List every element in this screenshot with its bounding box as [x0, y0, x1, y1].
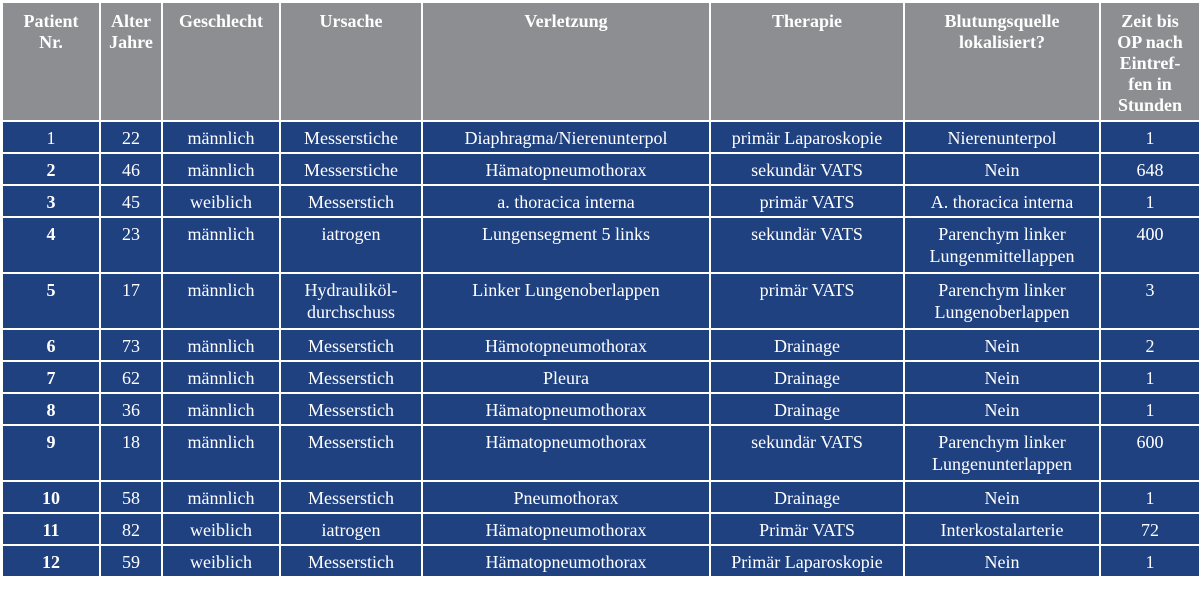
blutungsquelle-cell: Parenchym linker Lungenmittellappen: [904, 217, 1100, 273]
header-zeit-bis-op: Zeit bis OP nach Eintref- fen in Stunden: [1100, 2, 1200, 121]
verletzung-cell: Hämatopneumothorax: [422, 545, 710, 577]
header-geschlecht: Geschlecht: [162, 2, 280, 121]
ursache-cell: Messerstiche: [280, 153, 422, 185]
alter-cell: 62: [100, 361, 162, 393]
zeit-bis-op-cell: 72: [1100, 513, 1200, 545]
patient-nr-cell: 8: [2, 393, 100, 425]
blutungsquelle-cell: Nein: [904, 393, 1100, 425]
therapie-cell: Drainage: [710, 361, 904, 393]
alter-cell: 45: [100, 185, 162, 217]
geschlecht-cell: männlich: [162, 153, 280, 185]
therapie-cell: primär Laparoskopie: [710, 121, 904, 153]
verletzung-cell: Hämatopneumothorax: [422, 425, 710, 481]
blutungsquelle-cell: Interkostalarterie: [904, 513, 1100, 545]
zeit-bis-op-cell: 400: [1100, 217, 1200, 273]
blutungsquelle-cell: A. thoracica interna: [904, 185, 1100, 217]
therapie-cell: Drainage: [710, 329, 904, 361]
therapie-cell: Primär VATS: [710, 513, 904, 545]
patient-nr-cell: 10: [2, 481, 100, 513]
zeit-bis-op-cell: 1: [1100, 545, 1200, 577]
geschlecht-cell: männlich: [162, 121, 280, 153]
table-row: [2, 329, 1200, 361]
alter-cell: 17: [100, 273, 162, 329]
patient-nr-cell: 11: [2, 513, 100, 545]
zeit-bis-op-cell: 648: [1100, 153, 1200, 185]
table-row: [2, 185, 1200, 217]
patient-nr-cell: 4: [2, 217, 100, 273]
table-row: [2, 361, 1200, 393]
header-patient-nr: Patient Nr.: [2, 2, 100, 121]
verletzung-cell: Pneumothorax: [422, 481, 710, 513]
therapie-cell: Primär Laparoskopie: [710, 545, 904, 577]
geschlecht-cell: weiblich: [162, 545, 280, 577]
blutungsquelle-cell: Nein: [904, 545, 1100, 577]
geschlecht-cell: männlich: [162, 425, 280, 481]
verletzung-cell: Pleura: [422, 361, 710, 393]
zeit-bis-op-cell: 1: [1100, 121, 1200, 153]
verletzung-cell: Hämotopneumothorax: [422, 329, 710, 361]
verletzung-cell: a. thoracica interna: [422, 185, 710, 217]
patient-nr-cell: 2: [2, 153, 100, 185]
table-row: [2, 481, 1200, 513]
verletzung-cell: Hämatopneumothorax: [422, 513, 710, 545]
zeit-bis-op-cell: 1: [1100, 361, 1200, 393]
ursache-cell: Messerstich: [280, 361, 422, 393]
table-row: [2, 425, 1200, 481]
blutungsquelle-cell: Parenchym linker Lungenunterlappen: [904, 425, 1100, 481]
patient-nr-cell: 3: [2, 185, 100, 217]
therapie-cell: primär VATS: [710, 273, 904, 329]
blutungsquelle-cell: Parenchym linker Lungenoberlappen: [904, 273, 1100, 329]
ursache-cell: Messerstich: [280, 481, 422, 513]
geschlecht-cell: weiblich: [162, 185, 280, 217]
zeit-bis-op-cell: 1: [1100, 185, 1200, 217]
table-row: [2, 393, 1200, 425]
patient-nr-cell: 7: [2, 361, 100, 393]
header-blutungsquelle: Blutungsquelle lokalisiert?: [904, 2, 1100, 121]
therapie-cell: primär VATS: [710, 185, 904, 217]
table-row: [2, 217, 1200, 273]
patient-table: [1, 1, 1200, 578]
geschlecht-cell: weiblich: [162, 513, 280, 545]
geschlecht-cell: männlich: [162, 217, 280, 273]
ursache-cell: Messerstich: [280, 329, 422, 361]
zeit-bis-op-cell: 1: [1100, 481, 1200, 513]
zeit-bis-op-cell: 2: [1100, 329, 1200, 361]
alter-cell: 82: [100, 513, 162, 545]
table-row: [2, 153, 1200, 185]
geschlecht-cell: männlich: [162, 481, 280, 513]
header-therapie: Therapie: [710, 2, 904, 121]
alter-cell: 46: [100, 153, 162, 185]
header-ursache: Ursache: [280, 2, 422, 121]
blutungsquelle-cell: Nein: [904, 153, 1100, 185]
verletzung-cell: Linker Lungenoberlappen: [422, 273, 710, 329]
therapie-cell: Drainage: [710, 393, 904, 425]
ursache-cell: Messerstich: [280, 185, 422, 217]
alter-cell: 73: [100, 329, 162, 361]
therapie-cell: sekundär VATS: [710, 425, 904, 481]
blutungsquelle-cell: Nierenunterpol: [904, 121, 1100, 153]
patient-nr-cell: 6: [2, 329, 100, 361]
table-body: [2, 121, 1200, 577]
blutungsquelle-cell: Nein: [904, 481, 1100, 513]
alter-cell: 22: [100, 121, 162, 153]
header-verletzung: Verletzung: [422, 2, 710, 121]
zeit-bis-op-cell: 600: [1100, 425, 1200, 481]
patient-nr-cell: 9: [2, 425, 100, 481]
ursache-cell: iatrogen: [280, 217, 422, 273]
table-row: [2, 545, 1200, 577]
table-row: [2, 513, 1200, 545]
ursache-cell: iatrogen: [280, 513, 422, 545]
patient-nr-cell: 1: [2, 121, 100, 153]
alter-cell: 23: [100, 217, 162, 273]
ursache-cell: Messerstich: [280, 545, 422, 577]
patient-nr-cell: 12: [2, 545, 100, 577]
blutungsquelle-cell: Nein: [904, 329, 1100, 361]
alter-cell: 59: [100, 545, 162, 577]
therapie-cell: sekundär VATS: [710, 153, 904, 185]
alter-cell: 58: [100, 481, 162, 513]
verletzung-cell: Hämatopneumothorax: [422, 153, 710, 185]
table-row: [2, 273, 1200, 329]
header-row: [2, 2, 1200, 121]
geschlecht-cell: männlich: [162, 393, 280, 425]
ursache-cell: Messerstich: [280, 425, 422, 481]
therapie-cell: Drainage: [710, 481, 904, 513]
patient-nr-cell: 5: [2, 273, 100, 329]
ursache-cell: Messerstich: [280, 393, 422, 425]
alter-cell: 36: [100, 393, 162, 425]
alter-cell: 18: [100, 425, 162, 481]
zeit-bis-op-cell: 3: [1100, 273, 1200, 329]
verletzung-cell: Diaphragma/Nierenunterpol: [422, 121, 710, 153]
ursache-cell: Messerstiche: [280, 121, 422, 153]
therapie-cell: sekundär VATS: [710, 217, 904, 273]
verletzung-cell: Hämatopneumothorax: [422, 393, 710, 425]
geschlecht-cell: männlich: [162, 273, 280, 329]
patient-table-container: [1, 1, 1199, 593]
header-alter: Alter Jahre: [100, 2, 162, 121]
table-row: [2, 121, 1200, 153]
geschlecht-cell: männlich: [162, 329, 280, 361]
verletzung-cell: Lungensegment 5 links: [422, 217, 710, 273]
ursache-cell: Hydrauliköl- durchschuss: [280, 273, 422, 329]
geschlecht-cell: männlich: [162, 361, 280, 393]
blutungsquelle-cell: Nein: [904, 361, 1100, 393]
zeit-bis-op-cell: 1: [1100, 393, 1200, 425]
